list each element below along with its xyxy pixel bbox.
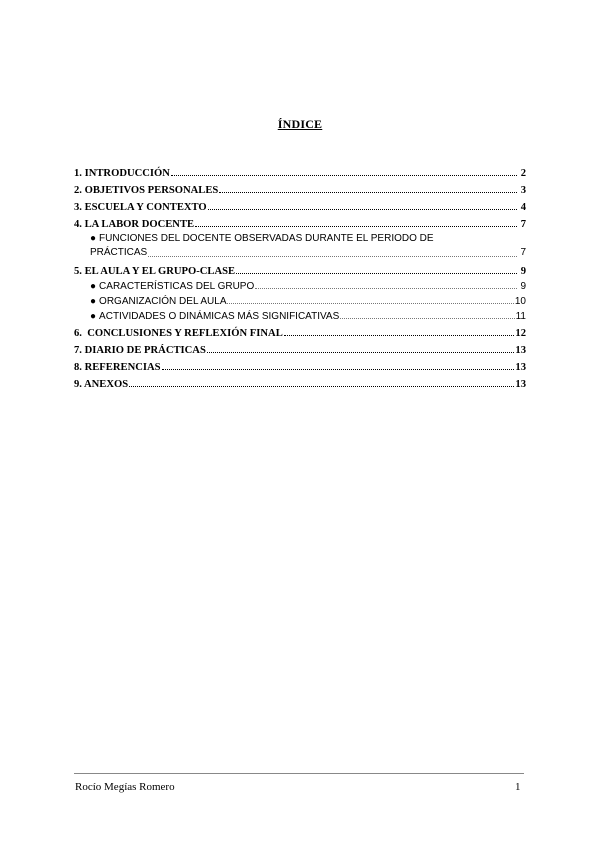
toc-entry-page: 2	[520, 168, 526, 179]
toc-entry-conclusiones[interactable]	[74, 322, 526, 339]
dot-leader	[162, 369, 515, 370]
footer-divider	[74, 773, 524, 774]
dot-leader	[227, 303, 513, 304]
toc-entry-page: 13	[515, 345, 526, 356]
toc-entry-page: 13	[515, 362, 526, 373]
dot-leader	[171, 175, 517, 176]
toc-subentry-actividades[interactable]	[74, 307, 526, 322]
toc-entry-page: 9	[520, 281, 526, 292]
toc-entry-label: 1. INTRODUCCIÓN	[74, 168, 170, 179]
dot-leader	[129, 386, 514, 387]
toc-entry-page: 4	[520, 202, 526, 213]
bullet-icon: ●	[90, 281, 97, 292]
dot-leader	[340, 318, 514, 319]
bullet-icon: ●	[90, 233, 97, 244]
dot-leader	[284, 335, 515, 336]
toc-subentry-funciones[interactable]	[74, 232, 526, 260]
toc-entry-label: 7. DIARIO DE PRÁCTICAS	[74, 345, 206, 356]
toc-entry-label: 4. LA LABOR DOCENTE	[74, 219, 195, 230]
toc-title: ÍNDICE	[277, 117, 323, 131]
toc-entry-escuela[interactable]	[74, 196, 526, 213]
toc-subentry-label: ORGANIZACIÓN DEL AULA	[99, 296, 227, 307]
footer-author: Rocío Megías Romero	[75, 781, 175, 793]
toc-entry-objetivos[interactable]	[74, 179, 526, 196]
toc-entry-page: 7	[520, 219, 526, 230]
toc-entry-label: 3. ESCUELA Y CONTEXTO	[74, 202, 207, 213]
toc-entry-referencias[interactable]	[74, 356, 526, 373]
toc-subentry-label: CARACTERÍSTICAS DEL GRUPO	[99, 281, 255, 292]
toc-subentry-label-cont: PRÁCTICAS	[90, 247, 148, 258]
dot-leader	[207, 352, 515, 353]
table-of-contents	[74, 162, 526, 390]
toc-entry-page: 7	[520, 247, 526, 258]
toc-entry-label: 6. CONCLUSIONES Y REFLEXIÓN FINAL	[74, 328, 283, 339]
toc-entry-aula[interactable]	[74, 260, 526, 277]
toc-entry-anexos[interactable]	[74, 373, 526, 390]
bullet-icon: ●	[90, 296, 97, 307]
toc-entry-introduccion[interactable]	[74, 162, 526, 179]
toc-entry-label: 5. EL AULA Y EL GRUPO-CLASE	[74, 266, 236, 277]
toc-subentry-label: FUNCIONES DEL DOCENTE OBSERVADAS DURANTE EL PERIODO DE	[99, 233, 434, 244]
toc-entry-page: 12	[515, 328, 526, 339]
toc-entry-label: 2. OBJETIVOS PERSONALES	[74, 185, 219, 196]
footer-page-number: 1	[515, 781, 521, 793]
toc-entry-diario[interactable]	[74, 339, 526, 356]
dot-leader	[219, 192, 517, 193]
toc-subentry-line2	[90, 246, 526, 260]
toc-entry-page: 11	[515, 311, 526, 322]
toc-subentry-caracteristicas[interactable]	[74, 277, 526, 292]
dot-leader	[208, 209, 517, 210]
bullet-icon: ●	[90, 311, 97, 322]
toc-entry-labor-docente[interactable]	[74, 213, 526, 230]
toc-entry-page: 10	[514, 296, 526, 307]
dot-leader	[195, 226, 517, 227]
toc-entry-page: 9	[520, 266, 526, 277]
toc-subentry-label: ACTIVIDADES O DINÁMICAS MÁS SIGNIFICATIVAS	[99, 311, 340, 322]
toc-subentry-line1	[90, 232, 526, 246]
toc-entry-page: 13	[515, 379, 526, 390]
dot-leader	[255, 288, 517, 289]
toc-entry-label: 8. REFERENCIAS	[74, 362, 161, 373]
toc-subentry-organizacion[interactable]	[74, 292, 526, 307]
toc-entry-page: 3	[520, 185, 526, 196]
toc-entry-label: 9. ANEXOS	[74, 379, 129, 390]
dot-leader	[148, 256, 517, 257]
dot-leader	[236, 273, 517, 274]
